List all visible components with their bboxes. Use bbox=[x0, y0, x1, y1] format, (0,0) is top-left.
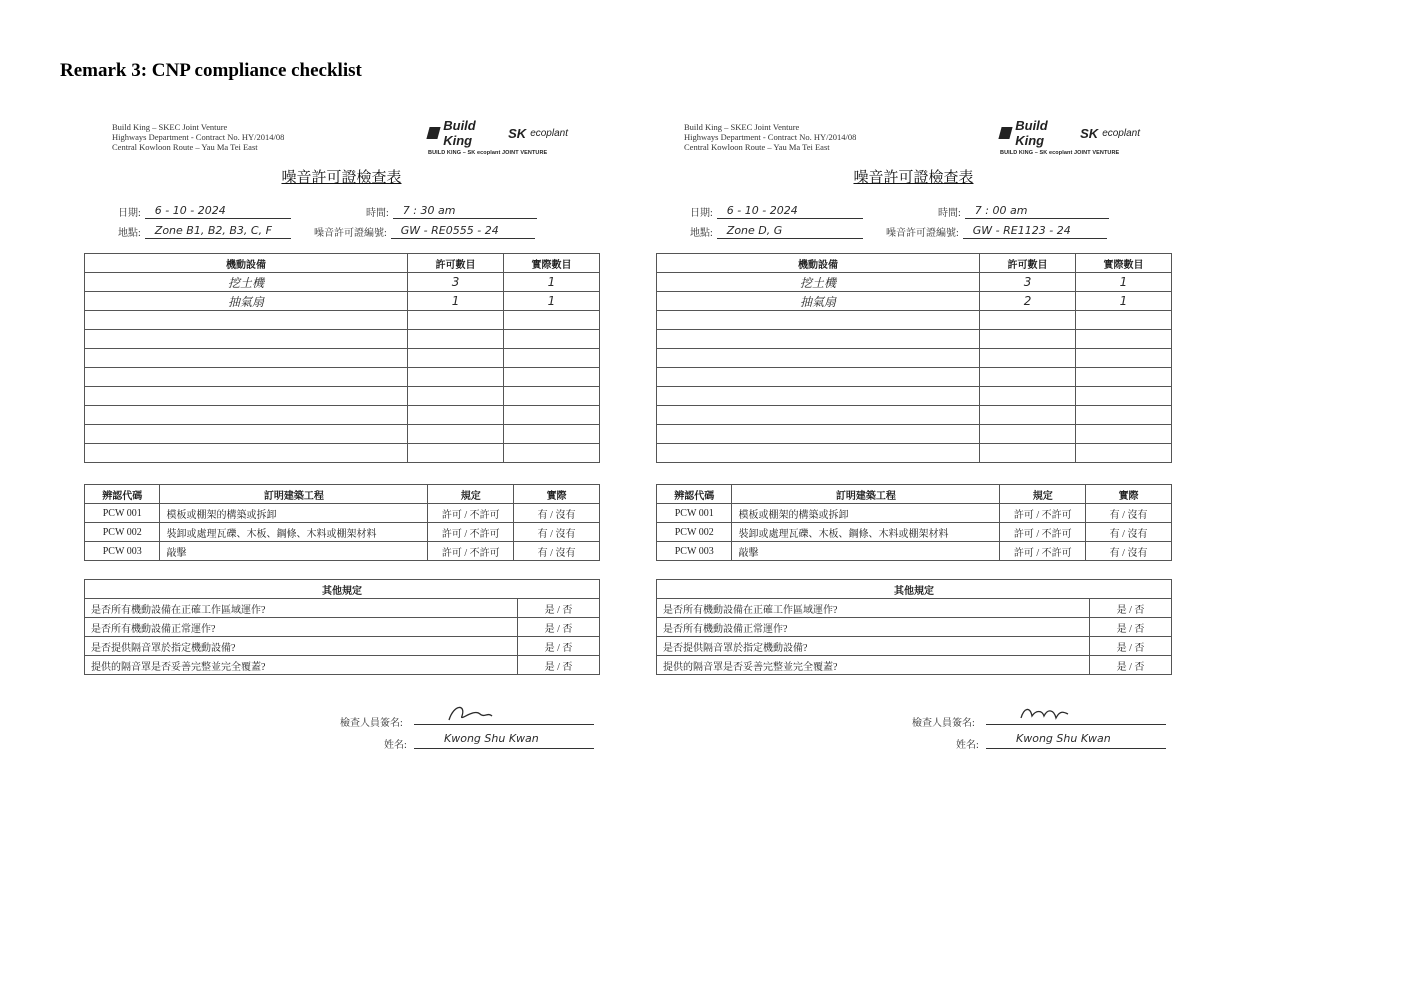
table-header: 其他規定 bbox=[85, 580, 600, 599]
table-row bbox=[657, 387, 1172, 406]
time-value: 7 : 00 am bbox=[965, 204, 1109, 219]
inspector-signature-label: 檢查人員簽名: bbox=[912, 718, 975, 729]
location-value: Zone B1, B2, B3, C, F bbox=[145, 224, 291, 239]
table-header: 訂明建築工程 bbox=[160, 485, 428, 504]
permit-field bbox=[314, 224, 535, 239]
flag-icon bbox=[998, 127, 1012, 139]
pcw-code: PCW 003 bbox=[85, 542, 160, 561]
inspector-signature-label: 檢查人員簽名: bbox=[340, 718, 403, 729]
actual-count: 1 bbox=[504, 292, 600, 311]
table-row bbox=[657, 273, 1172, 292]
build-king-logo bbox=[428, 118, 568, 156]
table-row bbox=[657, 599, 1172, 618]
requirement-question: 是否所有機動設備在正確工作區域運作? bbox=[657, 599, 1090, 618]
table-header: 實際 bbox=[514, 485, 600, 504]
signature-mark bbox=[444, 702, 504, 724]
equipment-table bbox=[84, 253, 600, 463]
pcw-description: 敲擊 bbox=[160, 542, 428, 561]
equipment-table bbox=[656, 253, 1172, 463]
table-row bbox=[657, 618, 1172, 637]
pcw-rule: 許可 / 不許可 bbox=[428, 523, 514, 542]
pcw-actual: 有 / 沒有 bbox=[1086, 542, 1172, 561]
works-table bbox=[656, 484, 1172, 561]
table-row bbox=[85, 330, 600, 349]
date-field bbox=[118, 204, 291, 219]
permitted-count: 3 bbox=[408, 273, 504, 292]
flag-icon bbox=[426, 127, 440, 139]
form-title: 噪音許可證檢查表 bbox=[281, 170, 402, 186]
contractor-line: Central Kowloon Route – Yau Ma Tei East bbox=[112, 142, 258, 152]
contractor-line: Highways Department - Contract No. HY/2014/08 bbox=[112, 132, 285, 142]
table-header: 其他規定 bbox=[657, 580, 1172, 599]
location-field bbox=[690, 224, 863, 239]
table-row bbox=[85, 542, 600, 561]
table-row bbox=[657, 542, 1172, 561]
checklist-form-2 bbox=[656, 0, 1176, 993]
table-row bbox=[85, 444, 600, 463]
logo-text: Build King bbox=[443, 118, 476, 148]
date-field bbox=[690, 204, 863, 219]
table-row bbox=[657, 311, 1172, 330]
logo-sk: SK bbox=[508, 125, 527, 141]
permit-value: GW - RE0555 - 24 bbox=[391, 224, 535, 239]
table-row bbox=[85, 368, 600, 387]
permit-label: 噪音許可證編號: bbox=[886, 228, 959, 239]
table-header: 實際數目 bbox=[504, 254, 600, 273]
pcw-actual: 有 / 沒有 bbox=[1086, 504, 1172, 523]
requirement-answer: 是 / 否 bbox=[1090, 618, 1172, 637]
pcw-code: PCW 003 bbox=[657, 542, 732, 561]
table-row bbox=[85, 349, 600, 368]
pcw-rule: 許可 / 不許可 bbox=[428, 504, 514, 523]
contractor-line: Central Kowloon Route – Yau Ma Tei East bbox=[684, 142, 830, 152]
date-value: 6 - 10 - 2024 bbox=[717, 204, 863, 219]
actual-count: 1 bbox=[504, 273, 600, 292]
permitted-count: 2 bbox=[980, 292, 1076, 311]
pcw-description: 裝卸或處理瓦礫、木板、鋼條、木料或棚架材料 bbox=[732, 523, 1000, 542]
table-row bbox=[657, 292, 1172, 311]
pcw-description: 敲擊 bbox=[732, 542, 1000, 561]
pcw-actual: 有 / 沒有 bbox=[514, 504, 600, 523]
contractor-line: Build King – SKEC Joint Venture bbox=[112, 122, 228, 132]
logo-subtitle: BUILD KING – SK ecoplant JOINT VENTURE bbox=[428, 150, 548, 156]
pcw-description: 模板或棚架的構築或拆卸 bbox=[160, 504, 428, 523]
checklist-form-1 bbox=[84, 0, 604, 993]
requirement-question: 是否所有機動設備在正確工作區域運作? bbox=[85, 599, 518, 618]
name-value: Kwong Shu Kwan bbox=[414, 732, 594, 749]
location-field bbox=[118, 224, 291, 239]
contractor-info bbox=[112, 122, 284, 152]
equipment-name: 抽氣扇 bbox=[85, 292, 408, 311]
works-table bbox=[84, 484, 600, 561]
table-row bbox=[85, 523, 600, 542]
time-value: 7 : 30 am bbox=[393, 204, 537, 219]
contractor-line: Build King – SKEC Joint Venture bbox=[684, 122, 800, 132]
name-label: 姓名: bbox=[384, 740, 407, 751]
date-label: 日期: bbox=[690, 208, 713, 219]
table-header: 許可數目 bbox=[980, 254, 1076, 273]
permit-field bbox=[886, 224, 1107, 239]
table-header: 辨認代碼 bbox=[85, 485, 160, 504]
pcw-rule: 許可 / 不許可 bbox=[428, 542, 514, 561]
form-title: 噪音許可證檢查表 bbox=[853, 170, 974, 186]
pcw-code: PCW 002 bbox=[85, 523, 160, 542]
requirement-answer: 是 / 否 bbox=[1090, 637, 1172, 656]
logo-eco: ecoplant bbox=[530, 127, 568, 139]
other-requirements-table bbox=[656, 579, 1172, 675]
table-row bbox=[657, 349, 1172, 368]
permit-label: 噪音許可證編號: bbox=[314, 228, 387, 239]
location-value: Zone D, G bbox=[717, 224, 863, 239]
table-row bbox=[85, 406, 600, 425]
table-row bbox=[657, 330, 1172, 349]
location-label: 地點: bbox=[118, 228, 141, 239]
requirement-question: 提供的隔音罩是否妥善完整並完全覆蓋? bbox=[657, 656, 1090, 675]
requirement-question: 是否所有機動設備正常運作? bbox=[657, 618, 1090, 637]
name-label: 姓名: bbox=[956, 740, 979, 751]
actual-count: 1 bbox=[1076, 292, 1172, 311]
date-label: 日期: bbox=[118, 208, 141, 219]
table-header: 辨認代碼 bbox=[657, 485, 732, 504]
pcw-code: PCW 001 bbox=[85, 504, 160, 523]
pcw-rule: 許可 / 不許可 bbox=[1000, 523, 1086, 542]
table-header: 機動設備 bbox=[85, 254, 408, 273]
table-row bbox=[85, 425, 600, 444]
table-header: 規定 bbox=[428, 485, 514, 504]
pcw-rule: 許可 / 不許可 bbox=[1000, 542, 1086, 561]
pcw-description: 模板或棚架的構築或拆卸 bbox=[732, 504, 1000, 523]
permitted-count: 3 bbox=[980, 273, 1076, 292]
table-row bbox=[657, 406, 1172, 425]
page-title: Remark 3: CNP compliance checklist bbox=[60, 60, 362, 81]
time-label: 時間: bbox=[938, 208, 961, 219]
name-value: Kwong Shu Kwan bbox=[986, 732, 1166, 749]
requirement-question: 是否提供隔音罩於指定機動設備? bbox=[85, 637, 518, 656]
table-row bbox=[657, 425, 1172, 444]
table-row bbox=[657, 368, 1172, 387]
logo-subtitle: BUILD KING – SK ecoplant JOINT VENTURE bbox=[1000, 150, 1120, 156]
table-row bbox=[85, 504, 600, 523]
table-row bbox=[657, 504, 1172, 523]
pcw-description: 裝卸或處理瓦礫、木板、鋼條、木料或棚架材料 bbox=[160, 523, 428, 542]
table-row bbox=[85, 637, 600, 656]
table-row bbox=[85, 273, 600, 292]
table-header: 機動設備 bbox=[657, 254, 980, 273]
requirement-answer: 是 / 否 bbox=[518, 599, 600, 618]
table-row bbox=[85, 599, 600, 618]
build-king-logo bbox=[1000, 118, 1140, 156]
requirement-question: 提供的隔音罩是否妥善完整並完全覆蓋? bbox=[85, 656, 518, 675]
pcw-code: PCW 002 bbox=[657, 523, 732, 542]
requirement-answer: 是 / 否 bbox=[518, 618, 600, 637]
logo-text: Build King bbox=[1015, 118, 1048, 148]
requirement-answer: 是 / 否 bbox=[1090, 599, 1172, 618]
permit-value: GW - RE1123 - 24 bbox=[963, 224, 1107, 239]
equipment-name: 挖土機 bbox=[85, 273, 408, 292]
requirement-question: 是否所有機動設備正常運作? bbox=[85, 618, 518, 637]
table-row bbox=[85, 311, 600, 330]
requirement-answer: 是 / 否 bbox=[518, 637, 600, 656]
table-row bbox=[85, 618, 600, 637]
table-header: 實際數目 bbox=[1076, 254, 1172, 273]
table-header: 訂明建築工程 bbox=[732, 485, 1000, 504]
signature-mark bbox=[1016, 702, 1076, 724]
table-row bbox=[657, 523, 1172, 542]
signature-line bbox=[414, 708, 594, 725]
table-row bbox=[85, 292, 600, 311]
table-row bbox=[657, 444, 1172, 463]
time-field bbox=[366, 204, 537, 219]
actual-count: 1 bbox=[1076, 273, 1172, 292]
contractor-info bbox=[684, 122, 856, 152]
pcw-actual: 有 / 沒有 bbox=[1086, 523, 1172, 542]
pcw-rule: 許可 / 不許可 bbox=[1000, 504, 1086, 523]
requirement-answer: 是 / 否 bbox=[518, 656, 600, 675]
table-row bbox=[85, 656, 600, 675]
other-requirements-table bbox=[84, 579, 600, 675]
table-row bbox=[657, 656, 1172, 675]
time-field bbox=[938, 204, 1109, 219]
pcw-actual: 有 / 沒有 bbox=[514, 523, 600, 542]
requirement-question: 是否提供隔音罩於指定機動設備? bbox=[657, 637, 1090, 656]
permitted-count: 1 bbox=[408, 292, 504, 311]
logo-eco: ecoplant bbox=[1102, 127, 1140, 139]
table-header: 實際 bbox=[1086, 485, 1172, 504]
time-label: 時間: bbox=[366, 208, 389, 219]
pcw-code: PCW 001 bbox=[657, 504, 732, 523]
table-header: 許可數目 bbox=[408, 254, 504, 273]
pcw-actual: 有 / 沒有 bbox=[514, 542, 600, 561]
equipment-name: 抽氣扇 bbox=[657, 292, 980, 311]
table-row bbox=[657, 637, 1172, 656]
contractor-line: Highways Department - Contract No. HY/2014/08 bbox=[684, 132, 857, 142]
table-header: 規定 bbox=[1000, 485, 1086, 504]
equipment-name: 挖土機 bbox=[657, 273, 980, 292]
table-row bbox=[85, 387, 600, 406]
signature-line bbox=[986, 708, 1166, 725]
date-value: 6 - 10 - 2024 bbox=[145, 204, 291, 219]
location-label: 地點: bbox=[690, 228, 713, 239]
logo-sk: SK bbox=[1080, 125, 1099, 141]
requirement-answer: 是 / 否 bbox=[1090, 656, 1172, 675]
